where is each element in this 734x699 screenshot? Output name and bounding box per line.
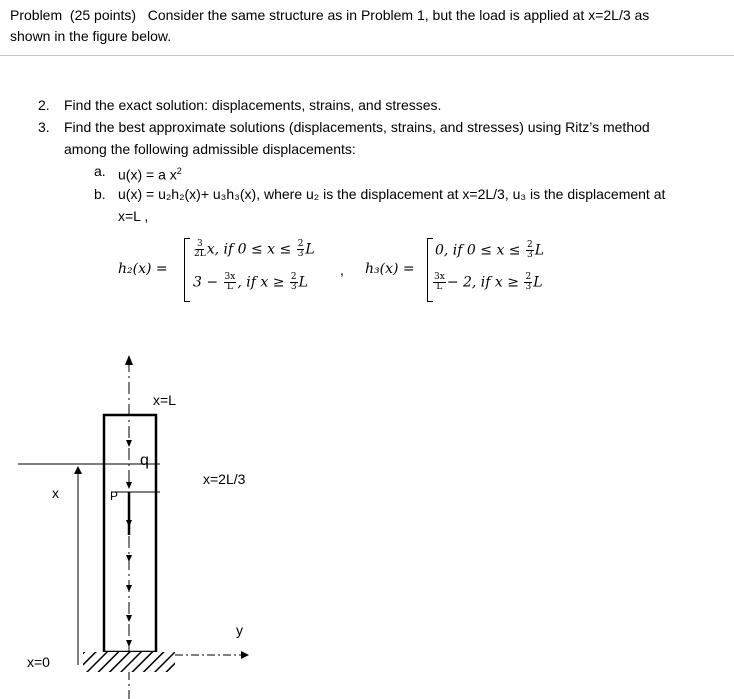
h3-case2: $\frac{3x}{L}$ − 2, if x ≥ $\frac{2}{3}$ L [434, 272, 543, 292]
h2-lhs: h₂(x) = [118, 261, 168, 277]
label-P: P [110, 489, 119, 503]
problem-points: (25 points) [69, 7, 137, 23]
h2-case1: $\frac{3}{2L}$ x, if 0 ≤ x ≤ $\frac{2}{3}$ L [194, 239, 315, 259]
label-x-equals-L: x=L [153, 392, 176, 408]
label-y-axis: y [236, 622, 243, 638]
label-x-equals-0: x=0 [27, 654, 50, 670]
subitem-a-expr: u(x) = a x [118, 166, 177, 183]
label-x-equals-2L3: x=2L/3 [203, 471, 246, 487]
problem-intro-line2: shown in the figure below. [10, 28, 172, 44]
subitem-b-text-line2: x=L , [118, 208, 149, 224]
subitem-b-label: b. [94, 186, 106, 202]
label-x-axis: x [52, 485, 59, 501]
label-q: q [140, 452, 149, 469]
equation-comma: , [340, 262, 344, 278]
problem-intro-line1: Consider the same structure as in Problem 1, but the load is applied at x=2L/3 as [147, 7, 650, 23]
ground-hatch [83, 652, 175, 672]
subitem-a-label: a. [94, 163, 106, 179]
item-3-text: Find the best approximate solutions (displacements, strains, and stresses) using Ritz’s method [64, 119, 650, 135]
item-2-text: Find the exact solution: displacements, strains, and stresses. [64, 97, 442, 113]
h2-case2: 3 − $\frac{3x}{L}$ , if x ≥ $\frac{2}{3}$ L [193, 272, 308, 292]
subitem-a-exponent: 2 [176, 166, 182, 176]
item-3-number: 3. [38, 119, 50, 135]
h3-case1: 0, if 0 ≤ x ≤ $\frac{2}{3}$ L [435, 240, 545, 260]
item-2-number: 2. [38, 97, 50, 113]
subitem-b-text: u(x) = u₂h₂(x)+ u₃h₃(x), where u₂ is the displacement at x=2L/3, u₃ is the displacement at [118, 186, 666, 202]
item-3-text-line2: among the following admissible displacements: [64, 141, 356, 157]
problem-label: Problem [10, 7, 63, 23]
centerline-arrow-up-icon [125, 355, 133, 365]
h3-lhs: h₃(x) = [365, 261, 415, 277]
